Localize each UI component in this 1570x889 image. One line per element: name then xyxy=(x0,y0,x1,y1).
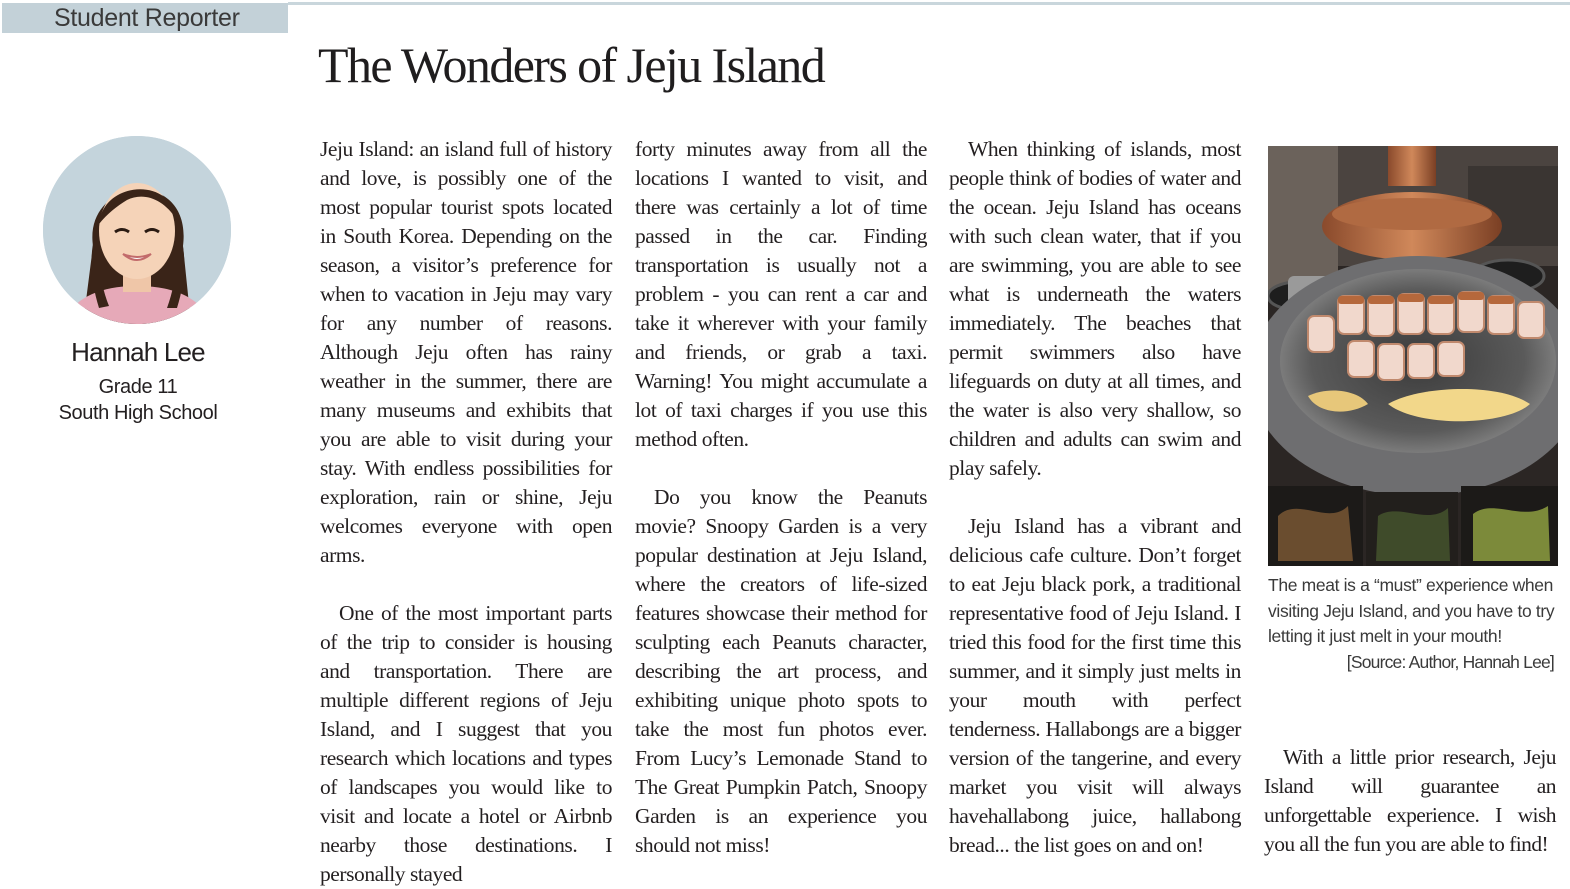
article-column-1 xyxy=(320,135,612,889)
paragraph-transportation: forty minutes away from all the locations I wanted to visit, and there was certainly a lot of time passed in the car. Finding transportation is usually not a problem - you can rent a car and take it wherever with your family and friends, or grab a taxi. Warning! You might accumulate a lot of taxi charges if you use this method often. xyxy=(635,137,927,451)
article-column-3 xyxy=(949,135,1241,860)
paragraph-housing: One of the most important parts of the trip to consider is housing and transportation. There are multiple different regions of Jeju Island, and I suggest that you research which locations and types of landscapes you would like to visit and locate a hotel or Airbnb nearby those destinations. I personally stayed xyxy=(320,601,612,886)
paragraph-conclusion: With a little prior research, Jeju Island will guarantee an unforgettable experience. I wish you all the fun you are able to find! xyxy=(1264,745,1556,856)
photo-caption: The meat is a “must” experience when visiting Jeju Island, and you have to try letting it just melt in your mouth! xyxy=(1268,575,1555,646)
author-name: Hannah Lee xyxy=(71,337,205,367)
section-label: Student Reporter xyxy=(2,3,288,33)
article-column-4 xyxy=(1264,743,1556,859)
author-school: South High School xyxy=(58,402,218,424)
article-title: The Wonders of Jeju Island xyxy=(318,37,825,93)
photo-caption-block xyxy=(1268,573,1560,675)
photo-source: [Source: Author, Hannah Lee] xyxy=(1346,651,1554,672)
article-column-2 xyxy=(635,135,927,860)
author-portrait xyxy=(43,136,231,324)
paragraph-snoopy-garden: Do you know the Peanuts movie? Snoopy Garden is a very popular destination at Jeju Island, where the creators of life-sized features showcase their method for sculpting each Peanuts character, describing the art process, and exhibiting unique photo spots to take the most fun photos ever. From Lucy’s Lemonade Stand to The Great Pumpkin Patch, Snoopy Garden is an experience you should not miss! xyxy=(635,485,927,857)
paragraph-beaches: When thinking of islands, most people think of bodies of water and the ocean. Jeju Island has oceans with such clean water, that if you are swimming, you are able to see what is underneath the waters immediately. The beaches that permit swimmers also have lifeguards on duty at all times, and the water is also very shallow, so children and adults can swim and play safely. xyxy=(949,137,1241,480)
paragraph-intro: Jeju Island: an island full of history and love, is possibly one of the most popular tourist spots located in South Korea. Depending on the season, a visitor’s preference for when to vacation in Jeju may vary for any number of reasons. Although Jeju often has rainy weather in the summer, there are many museums and exhibits that you are able to visit during your stay. With endless possibilities for exploration, rain or shine, Jeju welcomes everyone with open arms. xyxy=(320,137,612,567)
header-rule xyxy=(288,2,1570,5)
author-grade: Grade 11 xyxy=(98,376,178,398)
food-photo xyxy=(1268,146,1558,566)
paragraph-food: Jeju Island has a vibrant and delicious cafe culture. Don’t forget to eat Jeju black pork, a traditional representative food of Jeju Island. I tried this food for the first time this summer, and it simply just melts in your mouth with perfect tenderness. Hallabongs are a bigger version of the tangerine, and every market you visit will always havehallabong juice, hallabong bread... the list goes on and on! xyxy=(949,514,1241,857)
